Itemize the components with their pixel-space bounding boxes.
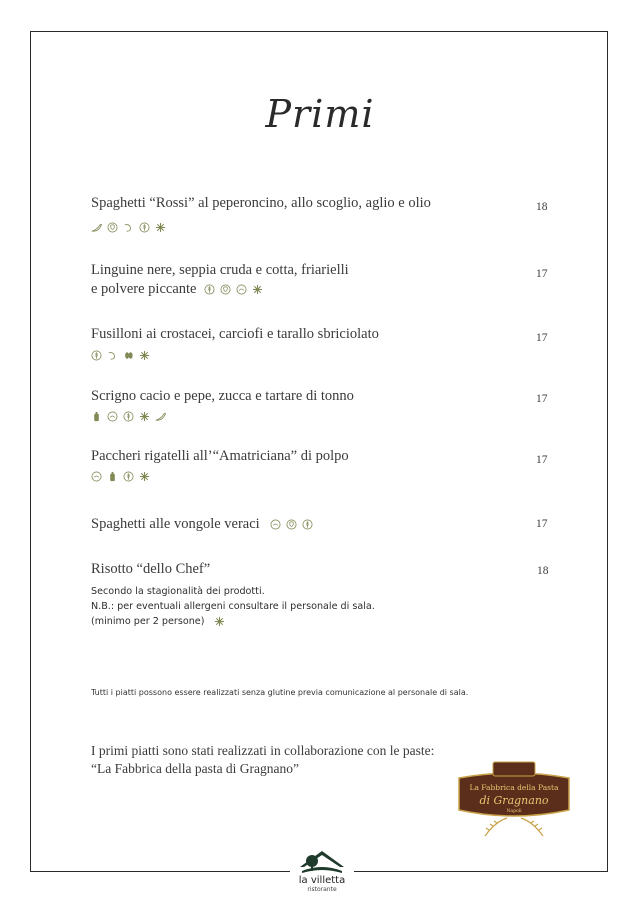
bottle-icon	[91, 411, 102, 422]
dish-name: Spaghetti alle vongole veraci	[91, 516, 260, 532]
shellfish-icon	[286, 519, 297, 530]
milk-icon	[91, 471, 102, 482]
gluten-icon	[123, 411, 134, 422]
chili-icon	[91, 222, 102, 233]
allergen-icons	[204, 284, 263, 295]
dish-price: 17	[536, 332, 548, 344]
shellfish-icon	[220, 284, 231, 295]
dish-price: 17	[536, 268, 548, 280]
nut-icon	[123, 350, 134, 361]
pasta-logo-line1: La Fabbrica della Pasta	[469, 783, 559, 792]
dish-name: Fusilloni ai crostacei, carciofi e tarallo sbriciolato	[91, 326, 379, 342]
flower-icon	[214, 616, 225, 627]
dish-name: Spaghetti “Rossi” al peperoncino, allo scoglio, aglio e olio	[91, 195, 431, 211]
restaurant-logo	[290, 845, 354, 893]
note-line: Secondo la stagionalità dei prodotti.	[91, 586, 265, 597]
note-line: (minimo per 2 persone)	[91, 616, 205, 627]
dish-price: 18	[536, 201, 548, 213]
chili-icon	[155, 411, 166, 422]
allergen-icons	[91, 411, 166, 422]
note-line: N.B.: per eventuali allergeni consultare il personale di sala.	[91, 601, 375, 612]
mollusc-icon	[123, 222, 134, 233]
dish-name: Paccheri rigatelli all’“Amatriciana” di polpo	[91, 448, 349, 464]
pasta-logo-line2: di Gragnano	[479, 794, 549, 807]
allergen-icons	[91, 222, 166, 233]
dish-name: Risotto “dello Chef”	[91, 561, 211, 577]
gluten-icon	[91, 350, 102, 361]
flower-icon	[139, 471, 150, 482]
gluten-icon	[139, 222, 150, 233]
bottle-icon	[107, 471, 118, 482]
pasta-factory-logo	[455, 760, 573, 838]
milk-icon	[270, 519, 281, 530]
collab-line: “La Fabbrica della pasta di Gragnano”	[91, 761, 300, 776]
dish-name-line: e polvere piccante	[91, 281, 197, 297]
flower-icon	[139, 350, 150, 361]
allergen-icons	[270, 519, 313, 530]
dish-price: 18	[537, 565, 549, 577]
allergen-icons	[91, 471, 150, 482]
milk-icon	[107, 411, 118, 422]
flower-icon	[139, 411, 150, 422]
collaboration-note	[91, 742, 434, 778]
gluten-free-note: Tutti i piatti possono essere realizzati senza glutine previa comunicazione al personale di sala.	[91, 688, 469, 697]
restaurant-logo-sub: ristorante	[307, 886, 337, 893]
collab-line: I primi piatti sono stati realizzati in collaborazione con le paste:	[91, 743, 435, 758]
gluten-icon	[123, 471, 134, 482]
dish-price: 17	[536, 518, 548, 530]
dish-name	[91, 261, 561, 299]
pasta-logo-line3: Napoli	[506, 809, 522, 814]
mollusc-icon	[107, 350, 118, 361]
dish-name: Scrigno cacio e pepe, zucca e tartare di tonno	[91, 388, 354, 404]
gluten-icon	[204, 284, 215, 295]
flower-icon	[155, 222, 166, 233]
flower-icon	[252, 284, 263, 295]
dish-name-line: Linguine nere, seppia cruda e cotta, friarielli	[91, 262, 349, 278]
dish-notes	[91, 584, 375, 629]
gluten-icon	[302, 519, 313, 530]
restaurant-logo-name: la villetta	[298, 875, 346, 886]
dish-price: 17	[536, 393, 548, 405]
allergen-icons	[91, 350, 150, 361]
page-title: Primi	[265, 92, 375, 136]
milk-icon	[236, 284, 247, 295]
shellfish-icon	[107, 222, 118, 233]
dish-name-row	[91, 515, 561, 534]
dish-price: 17	[536, 454, 548, 466]
